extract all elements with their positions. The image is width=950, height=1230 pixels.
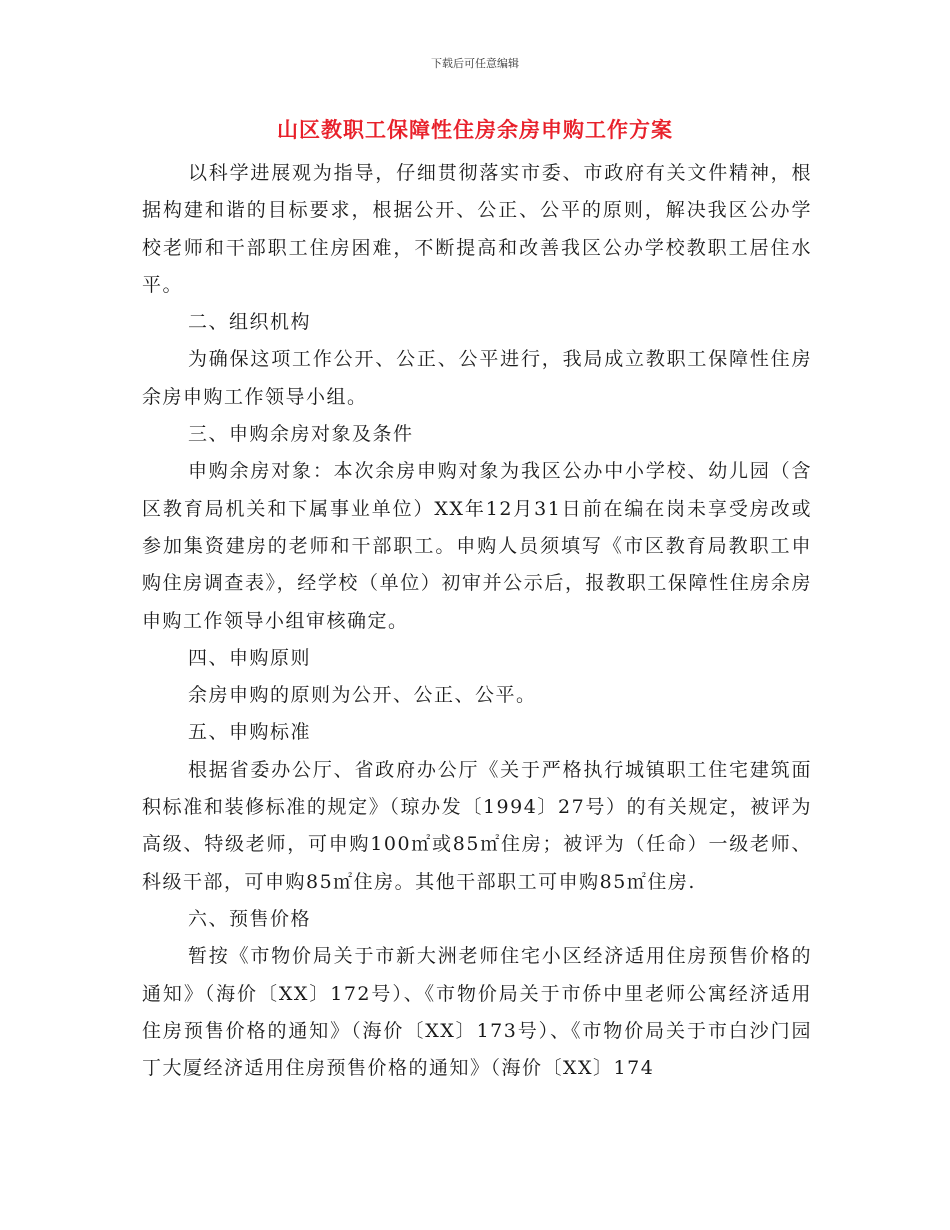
section-heading-standards: 五、申购标准 <box>188 721 312 744</box>
paragraph-organization: 为确保这项工作公开、公正、公平进行，我局成立教职工保障性住房余房申购工作领导小组。 <box>142 348 812 408</box>
paragraph-eligibility: 申购余房对象：本次余房申购对象为我区公办中小学校、幼儿园（含区教育局机关和下属事业单位）XX年12月31日前在编在岗未享受房改或参加集资建房的老师和干部职工。申购人员须填写《市区教育局教职工申购住房调查表》，经学校（单位）初审并公示后，报教职工保障性住房余房申购工作领导小组审核确定。 <box>142 460 812 632</box>
section-heading-principles: 四、申购原则 <box>188 646 312 669</box>
document-title: 山区教职工保障性住房余房申购工作方案 <box>277 117 673 142</box>
paragraph-intro: 以科学进展观为指导，仔细贯彻落实市委、市政府有关文件精神，根据构建和谐的目标要求，根据公开、公正、公平的原则，解决我区公办学校老师和干部职工住房困难，不断提高和改善我区公办学校教职工居住水平。 <box>142 162 812 296</box>
paragraph-standards: 根据省委办公厅、省政府办公厅《关于严格执行城镇职工住宅建筑面积标准和装修标准的规定》（琼办发〔1994〕27号）的有关规定，被评为高级、特级老师，可申购100㎡或85㎡住房；被评为（任命）一级老师、科级干部，可申购85㎡住房。其他干部职工可申购85㎡住房. <box>142 758 812 893</box>
section-heading-eligibility: 三、申购余房对象及条件 <box>188 423 414 446</box>
section-heading-organization: 二、组织机构 <box>188 311 312 334</box>
paragraph-presale-price: 暂按《市物价局关于市新大洲老师住宅小区经济适用住房预售价格的通知》（海价〔XX〕172号）、《市物价局关于市侨中里老师公寓经济适用住房预售价格的通知》（海价〔XX〕173号）、《市物价局关于市白沙门园丁大厦经济适用住房预售价格的通知》（海价〔XX〕174 <box>142 945 812 1080</box>
document-body <box>142 155 812 1087</box>
paragraph-principles: 余房申购的原则为公开、公正、公平。 <box>188 684 537 707</box>
header-note: 下载后可任意编辑 <box>431 57 519 70</box>
section-heading-presale-price: 六、预售价格 <box>188 907 312 930</box>
